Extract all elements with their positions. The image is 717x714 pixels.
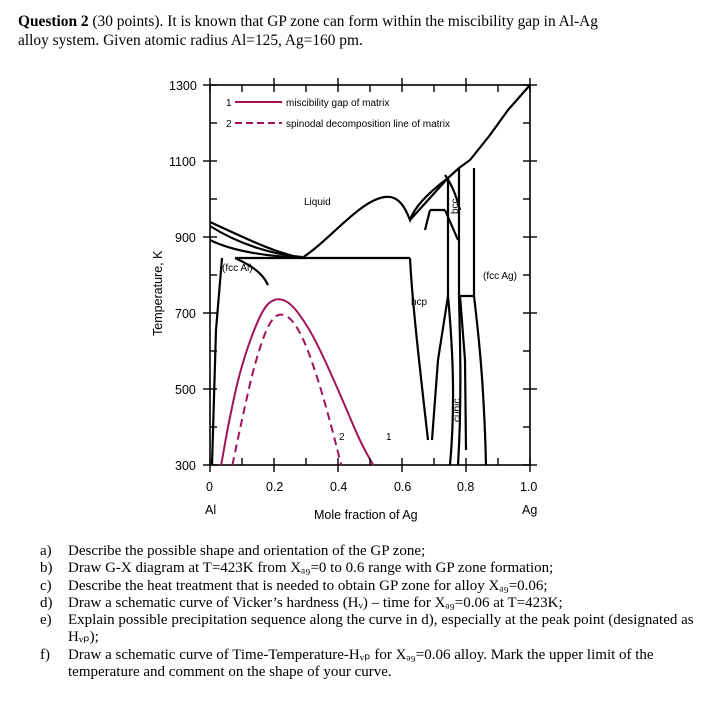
legend-label-2: spinodal decomposition line of matrix [286,119,450,130]
task-text: Explain possible precipitation sequence along the curve in d), especially at the peak point (designated as Hᵥₚ); [68,612,694,646]
endpoint-al: Al [205,503,217,517]
y-tick-500: 500 [175,383,196,397]
region-fcc-ag: (fcc Ag) [483,271,517,282]
curve-label-2: 2 [339,432,345,443]
region-fcc-al: (fcc Al) [222,263,253,274]
task-text: Describe the heat treatment that is needed to obtain GP zone for alloy Xₐ₉=0.06; [68,577,548,594]
task-letter: b) [40,560,53,577]
x-tick-0.4: 0.4 [330,480,348,494]
plot-frame [210,85,530,465]
task-d [40,595,710,612]
task-letter: c) [40,577,52,594]
task-text: Draw a schematic curve of Time-Temperature-Hᵥₚ for Xₐ₉=0.06 alloy. Mark the upper limit of the temperature and comment on the shape of your curve. [68,646,654,681]
region-liquid: Liquid [304,197,331,208]
question-line1-rest: It is known that GP zone can form within the miscibility gap in Al-Ag [163,13,598,30]
y-tick-700: 700 [175,307,196,321]
legend-label-1: miscibility gap of matrix [286,98,390,109]
curve-label-1: 1 [386,432,392,443]
task-c [40,578,710,595]
task-letter: d) [40,594,53,611]
curves-layer [221,299,373,465]
x-tick-1.0: 1.0 [520,480,538,494]
y-axis-title: Temperature, K [151,250,165,336]
task-letter: e) [40,612,52,629]
legend [226,98,450,130]
endpoint-ag: Ag [522,503,538,517]
y-tick-1300: 1300 [169,79,197,93]
y-tick-300: 300 [175,459,196,473]
region-cubic: cubic [452,398,463,422]
x-axis-title: Mole fraction of Ag [314,508,418,522]
x-tick-0.6: 0.6 [394,480,412,494]
x-tick-0.8: 0.8 [457,480,475,494]
miscibility-gap-curve [221,299,373,465]
x-tick-0.2: 0.2 [266,480,284,494]
task-text: Draw G-X diagram at T=423K from Xₐ₉=0 to 0.6 range with GP zone formation; [68,560,554,577]
region-hcp: hcp [411,297,428,308]
question-label: Question 2 [18,13,89,30]
x-tick-0: 0 [206,480,213,494]
task-letter: a) [40,543,52,559]
question-points: (30 points). [92,13,164,30]
task-letter: f) [40,646,50,663]
y-tick-1100: 1100 [169,155,196,169]
spinodal-curve [232,315,341,465]
legend-num-1: 1 [226,98,232,109]
task-text: Draw a schematic curve of Vicker’s hardness (Hᵥ) – time for Xₐ₉=0.06 at T=423K; [68,594,563,611]
phase-boundaries [210,85,530,465]
task-f [40,647,710,682]
task-list [40,543,710,681]
question-line-2: alloy system. Given atomic radius Al=125, Ag=160 pm. [18,32,363,49]
legend-num-2: 2 [226,119,232,130]
task-text: Describe the possible shape and orientation of the GP zone; [68,543,426,559]
task-b [40,560,710,577]
task-a [40,543,710,560]
task-e [40,612,710,647]
region-bcc: bcc [450,198,461,214]
y-tick-900: 900 [175,231,196,245]
